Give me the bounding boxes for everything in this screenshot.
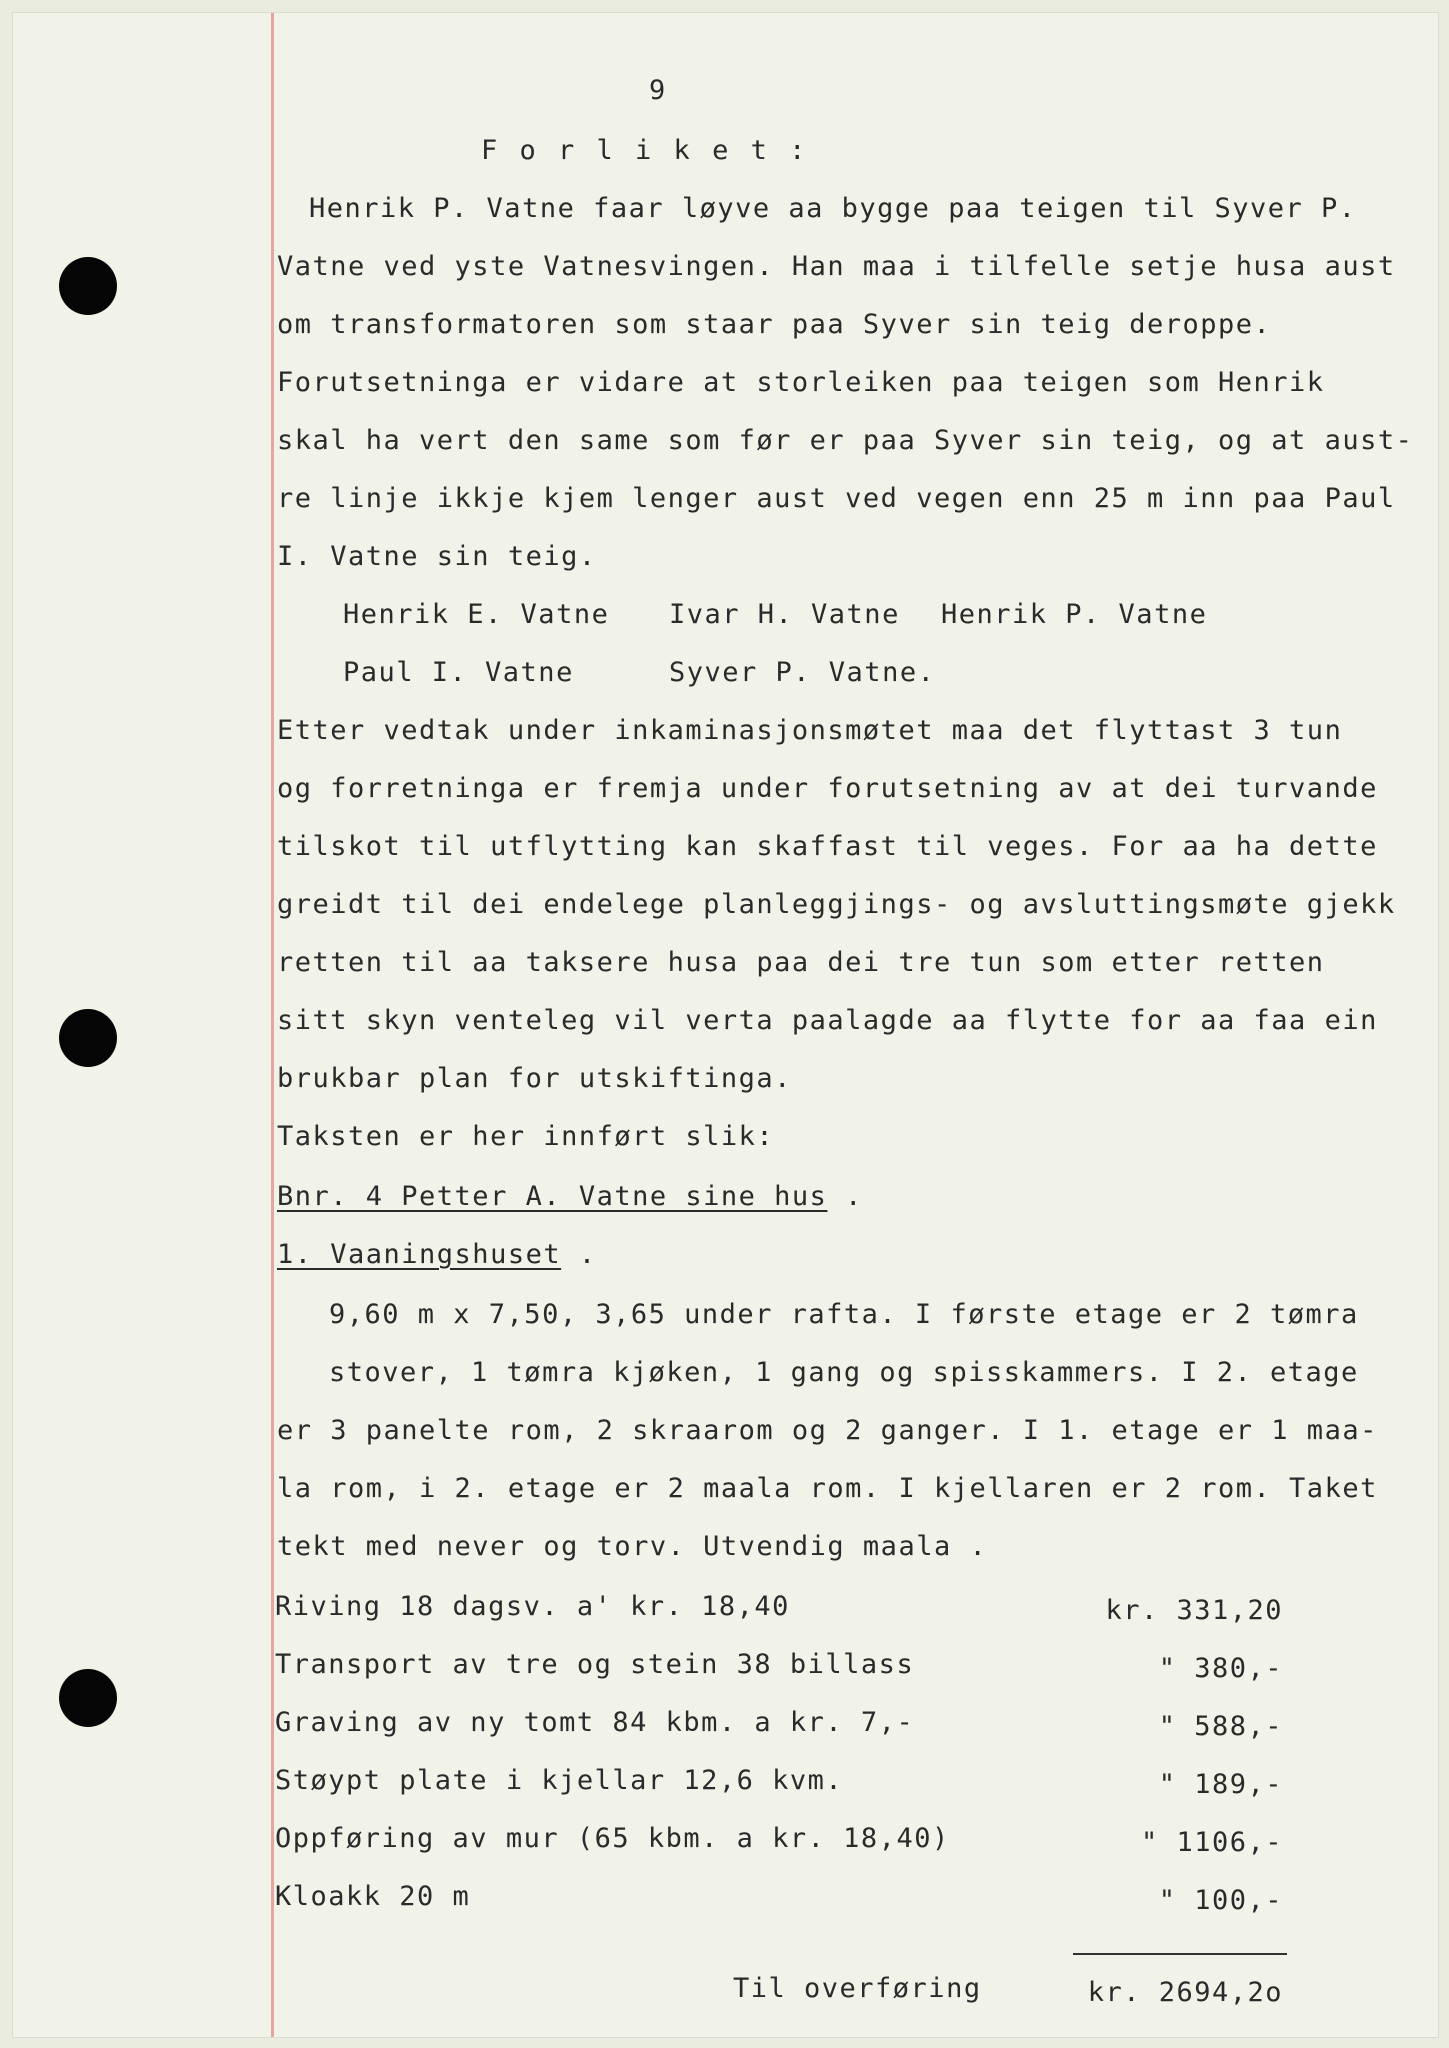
description-line: la rom, i 2. etage er 2 maala rom. I kjellaren er 2 rom. Taket (277, 1473, 1378, 1504)
document-page (12, 12, 1439, 2038)
signature: Henrik P. Vatne (941, 599, 1208, 630)
page-number: 9 (649, 75, 667, 106)
cost-item-label: Støypt plate i kjellar 12,6 kvm. (275, 1765, 844, 1796)
heading: F o r l i k e t : (481, 135, 809, 166)
item-title-suffix: . (561, 1239, 597, 1270)
punch-hole (59, 257, 117, 315)
body-line: sitt skyn venteleg vil verta paalagde aa flytte for aa faa ein (277, 1005, 1378, 1036)
settlement-line: re linje ikkje kjem lenger aust ved vegen enn 25 m inn paa Paul (277, 483, 1396, 514)
cost-item-label: Oppføring av mur (65 kbm. a kr. 18,40) (275, 1823, 950, 1854)
settlement-line: skal ha vert den same som før er paa Syver sin teig, og at aust- (277, 425, 1414, 456)
item-title (277, 1239, 597, 1271)
total-amount: kr. 2694,2o (1087, 1977, 1283, 2008)
cost-item-label: Transport av tre og stein 38 billass (275, 1649, 915, 1680)
signature: Paul I. Vatne (343, 657, 574, 688)
section-title (277, 1181, 863, 1213)
settlement-line: om transformatoren som staar paa Syver sin teig deroppe. (277, 309, 1272, 340)
cost-item-label: Graving av ny tomt 84 kbm. a kr. 7,- (275, 1707, 915, 1738)
total-rule (1073, 1953, 1287, 1955)
settlement-line: Forutsetninga er vidare at storleiken paa teigen som Henrik (277, 367, 1325, 398)
description-line: 9,60 m x 7,50, 3,65 under rafta. I første etage er 2 tømra (329, 1299, 1359, 1330)
cost-item-amount: " 189,- (1158, 1769, 1283, 1800)
description-line: tekt med never og torv. Utvendig maala . (277, 1531, 988, 1562)
cost-item-amount: " 1106,- (1140, 1827, 1283, 1858)
item-title-text: 1. Vaaningshuset (277, 1239, 562, 1270)
body-line: Taksten er her innført slik: (277, 1121, 775, 1152)
punch-hole (59, 1009, 117, 1067)
signature: Henrik E. Vatne (343, 599, 610, 630)
total-label: Til overføring (733, 1973, 982, 2004)
body-line: greidt til dei endelege planleggjings- og avsluttingsmøte gjekk (277, 889, 1396, 920)
body-line: brukbar plan for utskiftinga. (277, 1063, 792, 1094)
settlement-line: Henrik P. Vatne faar løyve aa bygge paa teigen til Syver P. (309, 193, 1357, 224)
signature: Syver P. Vatne. (669, 657, 936, 688)
settlement-line: I. Vatne sin teig. (277, 541, 597, 572)
description-line: er 3 panelte rom, 2 skraarom og 2 ganger. I 1. etage er 1 maa- (277, 1415, 1378, 1446)
margin-line (271, 13, 274, 2037)
settlement-line: Vatne ved yste Vatnesvingen. Han maa i tilfelle setje husa aust (277, 251, 1396, 282)
body-line: tilskot til utflytting kan skaffast til veges. For aa ha dette (277, 831, 1378, 862)
body-line: og forretninga er fremja under forutsetning av at dei turvande (277, 773, 1378, 804)
section-title-suffix: . (827, 1181, 863, 1212)
cost-item-amount: " 100,- (1158, 1885, 1283, 1916)
cost-item-amount: kr. 331,20 (1105, 1595, 1283, 1626)
cost-item-amount: " 588,- (1158, 1711, 1283, 1742)
cost-item-amount: " 380,- (1158, 1653, 1283, 1684)
signature: Ivar H. Vatne (669, 599, 900, 630)
section-title-text: Bnr. 4 Petter A. Vatne sine hus (277, 1181, 828, 1212)
cost-item-label: Kloakk 20 m (275, 1881, 471, 1912)
description-line: stover, 1 tømra kjøken, 1 gang og spisskammers. I 2. etage (329, 1357, 1359, 1388)
punch-hole (59, 1669, 117, 1727)
cost-item-label: Riving 18 dagsv. a' kr. 18,40 (275, 1591, 790, 1622)
body-line: retten til aa taksere husa paa dei tre tun som etter retten (277, 947, 1325, 978)
body-line: Etter vedtak under inkaminasjonsmøtet maa det flyttast 3 tun (277, 715, 1343, 746)
